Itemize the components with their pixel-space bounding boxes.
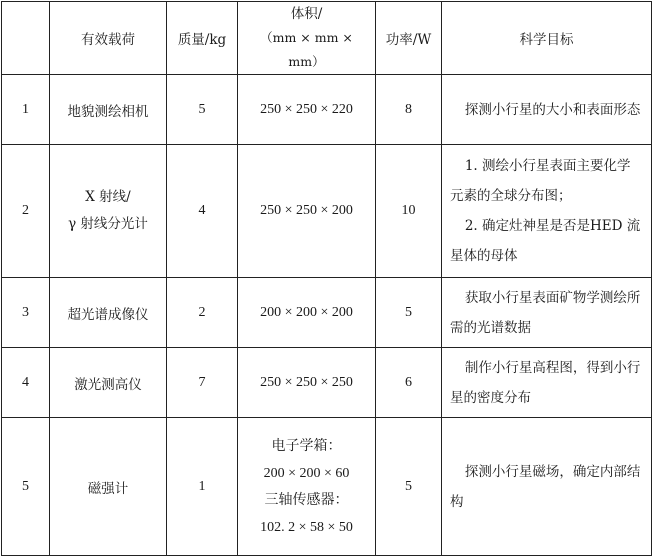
header-volume xyxy=(238,2,376,75)
goal-text: 制作小行星高程图，得到小行星的密度分布 xyxy=(450,359,641,406)
row-goal xyxy=(442,348,652,418)
row-no: 4 xyxy=(2,348,50,418)
goal-text: 获取小行星表面矿物学测绘所需的光谱数据 xyxy=(450,289,641,336)
row-power: 5 xyxy=(376,278,442,348)
table-row xyxy=(2,348,652,418)
header-row xyxy=(2,2,652,75)
row-payload: 磁强计 xyxy=(50,418,167,556)
row-volume: 200 × 200 × 200 xyxy=(238,278,376,348)
header-volume-line2: （mm × mm × mm） xyxy=(260,30,353,69)
row-goal xyxy=(442,278,652,348)
row-power: 5 xyxy=(376,418,442,556)
row-payload: 地貌测绘相机 xyxy=(50,75,167,145)
goal-text: 1. 测绘小行星表面主要化学元素的全球分布图； xyxy=(450,158,631,204)
row-payload: 激光测高仪 xyxy=(50,348,167,418)
volume-line: 102. 2 × 58 × 50 xyxy=(260,519,353,535)
row-volume: 250 × 250 × 250 xyxy=(238,348,376,418)
row-no: 3 xyxy=(2,278,50,348)
row-no: 2 xyxy=(2,145,50,278)
payload-line: X 射线/ xyxy=(85,189,131,205)
goal-text: 探测小行星磁场，确定内部结构 xyxy=(450,463,641,510)
table-row xyxy=(2,278,652,348)
header-no xyxy=(2,2,50,75)
table-row xyxy=(2,418,652,556)
header-payload: 有效载荷 xyxy=(50,2,167,75)
row-no: 5 xyxy=(2,418,50,556)
row-mass: 7 xyxy=(167,348,238,418)
row-payload xyxy=(50,145,167,278)
row-goal xyxy=(442,75,652,145)
payload-table xyxy=(1,1,652,556)
row-power: 6 xyxy=(376,348,442,418)
header-power: 功率/W xyxy=(376,2,442,75)
volume-line: 200 × 200 × 60 xyxy=(263,465,350,481)
row-mass: 1 xyxy=(167,418,238,556)
header-mass: 质量/kg xyxy=(167,2,238,75)
row-payload: 超光谱成像仪 xyxy=(50,278,167,348)
header-volume-line1: 体积/ xyxy=(290,6,323,22)
row-no: 1 xyxy=(2,75,50,145)
table-row xyxy=(2,75,652,145)
row-goal xyxy=(442,145,652,278)
row-volume: 250 × 250 × 220 xyxy=(238,75,376,145)
row-volume xyxy=(238,418,376,556)
volume-line: 三轴传感器： xyxy=(264,492,349,508)
header-goal: 科学目标 xyxy=(442,2,652,75)
row-goal xyxy=(442,418,652,556)
payload-line: γ 射线分光计 xyxy=(68,216,148,232)
goal-text: 探测小行星的大小和表面形态 xyxy=(464,101,641,118)
table-row xyxy=(2,145,652,278)
row-volume: 250 × 250 × 200 xyxy=(238,145,376,278)
row-mass: 5 xyxy=(167,75,238,145)
goal-text: 2. 确定灶神星是否是HED 流星体的母体 xyxy=(450,218,641,264)
row-mass: 4 xyxy=(167,145,238,278)
row-power: 10 xyxy=(376,145,442,278)
row-power: 8 xyxy=(376,75,442,145)
volume-line: 电子学箱： xyxy=(271,438,342,454)
row-mass: 2 xyxy=(167,278,238,348)
